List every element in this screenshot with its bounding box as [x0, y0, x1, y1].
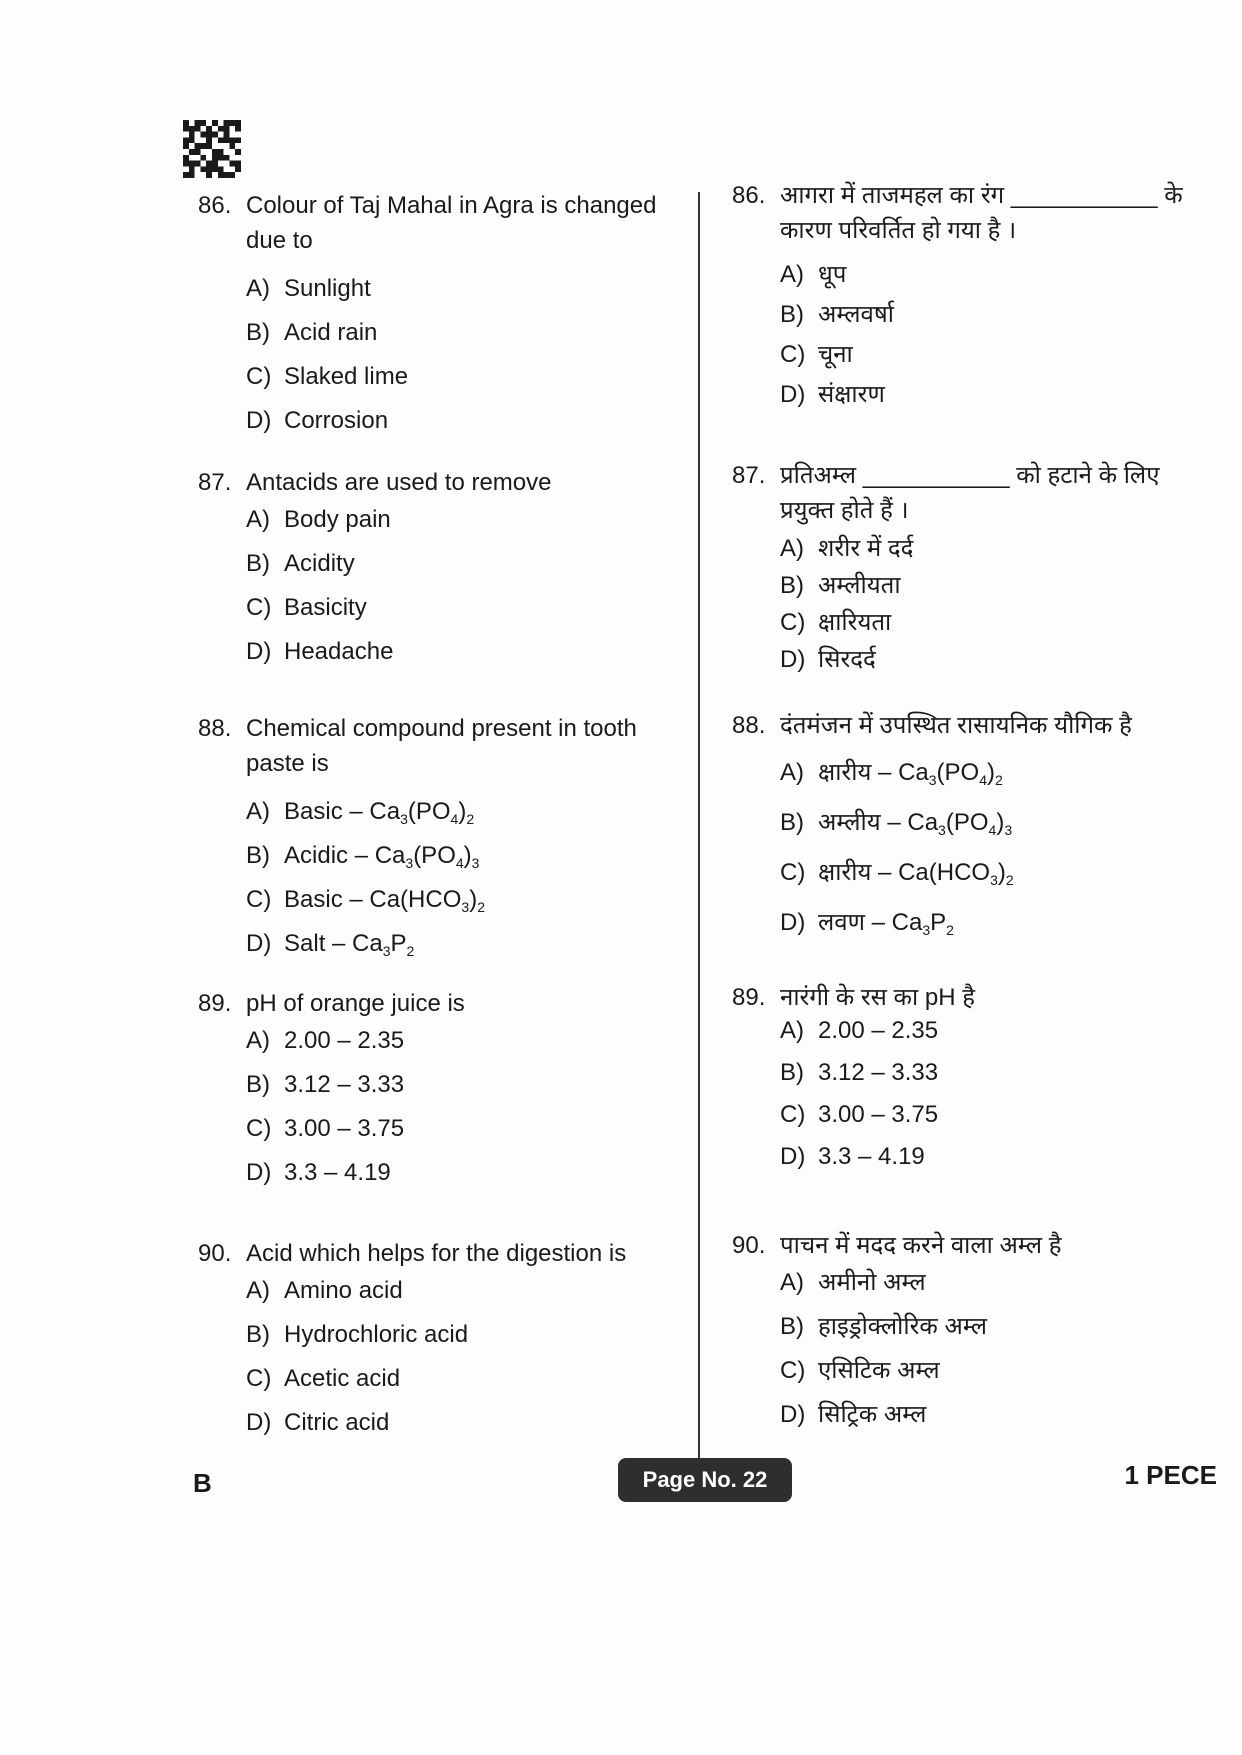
question-87-en	[198, 465, 678, 665]
question-89-hi	[732, 980, 1202, 1170]
option-letter: B)	[780, 809, 804, 836]
option-text: 3.12 – 3.33	[818, 1059, 939, 1086]
option-text: Basicity	[284, 594, 367, 621]
option-d	[780, 1400, 926, 1430]
option-letter: D)	[780, 381, 806, 408]
option-c	[780, 340, 853, 370]
option-text: Acidity	[284, 550, 355, 577]
question-text: pH of orange juice is	[246, 990, 465, 1017]
question-90-hi	[732, 1228, 1202, 1428]
option-b	[780, 1058, 938, 1088]
option-a	[780, 1016, 938, 1046]
option-prefix: Acidic –	[284, 842, 375, 869]
option-d	[780, 908, 954, 945]
column-divider	[698, 192, 700, 1460]
option-letter: A)	[780, 759, 804, 786]
option-letter: C)	[246, 886, 272, 913]
option-letter: D)	[246, 1159, 272, 1186]
option-c	[246, 593, 367, 623]
question-text: दंतमंजन में उपस्थित रासायनिक यौगिक है	[780, 712, 1132, 739]
option-prefix: लवण –	[818, 909, 892, 936]
option-letter: B)	[780, 1313, 804, 1340]
option-letter: D)	[246, 930, 272, 957]
option-letter: C)	[780, 1101, 806, 1128]
option-letter: B)	[246, 550, 270, 577]
option-b	[780, 1312, 987, 1342]
question-number: 89.	[198, 990, 232, 1017]
chemical-formula: $Ca_3P_2$	[352, 930, 415, 959]
option-text: 3.00 – 3.75	[284, 1115, 405, 1142]
question-90-en	[198, 1236, 678, 1436]
option-letter: D)	[780, 1401, 806, 1428]
option-letter: C)	[246, 1365, 272, 1392]
option-text: 2.00 – 2.35	[284, 1027, 405, 1054]
option-prefix: Basic –	[284, 798, 370, 825]
option-a	[246, 1276, 403, 1306]
option-a	[780, 260, 846, 290]
chemical-formula: $Ca_3(PO_4)_3$	[374, 842, 480, 871]
option-b	[780, 300, 894, 330]
chemical-formula: $Ca_3(PO_4)_2$	[369, 798, 475, 827]
option-text: 3.3 – 4.19	[284, 1159, 391, 1186]
paper-code: 1 PECE	[1124, 1460, 1217, 1490]
option-d	[246, 929, 414, 966]
option-text: हाइड्रोक्लोरिक अम्ल	[818, 1313, 988, 1340]
option-text: अम्लीयता	[818, 572, 901, 599]
option-b	[246, 841, 479, 878]
option-d	[246, 1158, 391, 1188]
option-letter: D)	[246, 407, 272, 434]
option-text: Headache	[284, 638, 394, 665]
chemical-formula: $Ca(HCO_3)_2$	[369, 886, 485, 915]
chemical-formula: $Ca(HCO_3)_2$	[898, 859, 1014, 888]
question-88-hi	[732, 708, 1202, 938]
option-c	[246, 1364, 400, 1394]
question-text: प्रतिअम्ल ___________ को हटाने के लिए प्रयुक्त होते हैं ।	[780, 462, 1160, 524]
option-prefix: क्षारीय –	[818, 759, 899, 786]
option-text: 3.3 – 4.19	[818, 1143, 925, 1170]
option-text: Acetic acid	[284, 1365, 401, 1392]
option-c	[780, 1100, 938, 1130]
booklet-series: B	[193, 1468, 212, 1498]
option-letter: B)	[246, 1321, 270, 1348]
option-prefix: क्षारीय –	[818, 859, 899, 886]
option-a	[246, 1026, 404, 1056]
option-c	[780, 608, 891, 638]
option-letter: A)	[246, 798, 270, 825]
option-a	[246, 797, 474, 834]
option-text: Citric acid	[284, 1409, 390, 1436]
option-b	[780, 808, 1012, 845]
option-b	[246, 318, 377, 348]
question-89-en	[198, 986, 678, 1186]
option-a	[246, 505, 391, 535]
option-d	[780, 1142, 925, 1172]
question-86-hi	[732, 178, 1202, 408]
option-letter: B)	[246, 319, 270, 346]
option-c	[246, 362, 408, 392]
option-letter: B)	[780, 301, 804, 328]
qr-code-icon	[183, 120, 241, 178]
option-d	[246, 406, 388, 436]
question-text: Antacids are used to remove	[246, 469, 552, 496]
option-text: शरीर में दर्द	[818, 535, 914, 562]
question-text: नारंगी के रस का pH है	[780, 984, 975, 1011]
option-letter: B)	[780, 572, 804, 599]
option-text: धूप	[818, 261, 847, 288]
option-text: Hydrochloric acid	[284, 1321, 469, 1348]
option-letter: B)	[246, 1071, 270, 1098]
question-number: 86.	[198, 192, 232, 219]
option-prefix: Salt –	[284, 930, 353, 957]
question-number: 87.	[198, 469, 232, 496]
option-letter: B)	[246, 842, 270, 869]
question-number: 89.	[732, 984, 766, 1011]
chemical-formula: $Ca_3(PO_4)_2$	[898, 759, 1003, 788]
option-d	[780, 645, 876, 675]
option-letter: A)	[246, 1027, 270, 1054]
option-text: अम्लवर्षा	[818, 301, 894, 328]
option-text: Amino acid	[284, 1277, 403, 1304]
option-b	[246, 1070, 404, 1100]
option-letter: C)	[780, 609, 806, 636]
option-prefix: अम्लीय –	[818, 809, 908, 836]
question-88-en	[198, 711, 678, 959]
question-text: Chemical compound present in tooth paste is	[246, 715, 637, 777]
question-87-hi	[732, 458, 1202, 673]
option-text: Sunlight	[284, 275, 371, 302]
option-letter: D)	[780, 646, 806, 673]
option-c	[780, 1356, 940, 1386]
question-number: 90.	[198, 1240, 232, 1267]
option-text: अमीनो अम्ल	[818, 1269, 926, 1296]
option-letter: C)	[246, 1115, 272, 1142]
option-a	[246, 274, 371, 304]
option-text: एसिटिक अम्ल	[818, 1357, 940, 1384]
option-prefix: Basic –	[284, 886, 370, 913]
option-letter: C)	[246, 594, 272, 621]
question-number: 87.	[732, 462, 766, 489]
option-letter: C)	[780, 341, 806, 368]
question-text: Acid which helps for the digestion is	[246, 1240, 627, 1267]
option-c	[780, 858, 1014, 895]
option-letter: D)	[246, 638, 272, 665]
option-b	[246, 1320, 468, 1350]
question-text: पाचन में मदद करने वाला अम्ल है	[780, 1232, 1062, 1259]
option-text: Body pain	[284, 506, 391, 533]
option-letter: C)	[780, 1357, 806, 1384]
option-d	[780, 380, 885, 410]
option-letter: B)	[780, 1059, 804, 1086]
option-letter: C)	[780, 859, 806, 886]
option-text: क्षारियता	[818, 609, 892, 636]
chemical-formula: $Ca_3P_2$	[891, 909, 954, 938]
option-letter: A)	[780, 535, 804, 562]
option-letter: D)	[246, 1409, 272, 1436]
option-letter: A)	[780, 261, 804, 288]
option-text: 3.12 – 3.33	[284, 1071, 405, 1098]
chemical-formula: $Ca_3(PO_4)_3$	[907, 809, 1013, 838]
option-a	[780, 1268, 926, 1298]
option-text: 3.00 – 3.75	[818, 1101, 939, 1128]
option-text: संक्षारण	[818, 381, 885, 408]
option-a	[780, 758, 1003, 795]
option-text: सिट्रिक अम्ल	[818, 1401, 927, 1428]
option-b	[246, 549, 355, 579]
question-text: Colour of Taj Mahal in Agra is changed due to	[246, 192, 657, 254]
question-86-en	[198, 188, 678, 434]
option-letter: A)	[246, 275, 270, 302]
option-text: Corrosion	[284, 407, 389, 434]
option-letter: A)	[780, 1017, 804, 1044]
option-d	[246, 1408, 389, 1438]
option-letter: A)	[246, 1277, 270, 1304]
option-letter: A)	[246, 506, 270, 533]
option-letter: C)	[246, 363, 272, 390]
option-c	[246, 885, 485, 922]
option-letter: D)	[780, 1143, 806, 1170]
option-text: सिरदर्द	[818, 646, 876, 673]
option-text: Slaked lime	[284, 363, 409, 390]
option-a	[780, 534, 913, 564]
option-d	[246, 637, 393, 667]
question-text: आगरा में ताजमहल का रंग ___________ के कारण परिवर्तित हो गया है ।	[780, 182, 1183, 244]
question-number: 88.	[732, 712, 766, 739]
option-text: 2.00 – 2.35	[818, 1017, 939, 1044]
option-b	[780, 571, 901, 601]
option-c	[246, 1114, 404, 1144]
option-text: चूना	[818, 341, 853, 368]
option-text: Acid rain	[284, 319, 378, 346]
option-letter: D)	[780, 909, 806, 936]
question-number: 90.	[732, 1232, 766, 1259]
question-number: 88.	[198, 715, 232, 742]
page-number-badge: Page No. 22	[618, 1458, 792, 1502]
option-letter: A)	[780, 1269, 804, 1296]
question-number: 86.	[732, 182, 766, 209]
